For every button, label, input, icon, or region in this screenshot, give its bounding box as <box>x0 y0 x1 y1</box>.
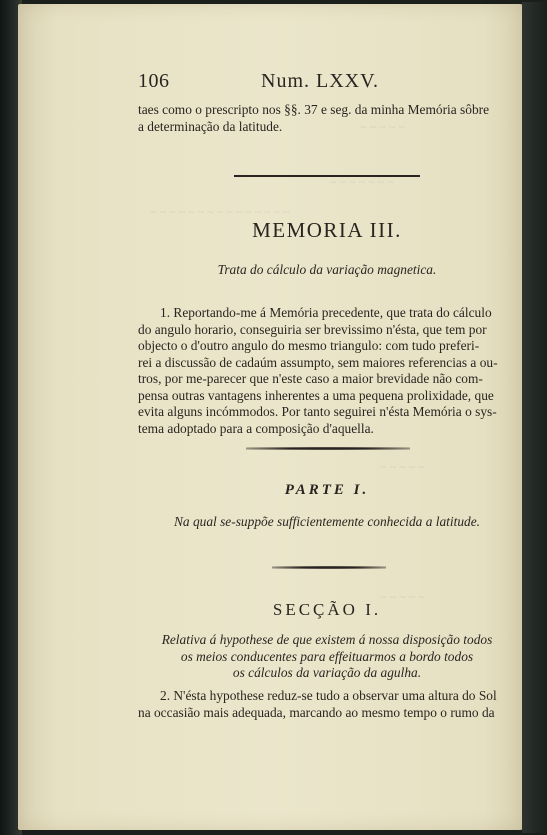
memoria-title: MEMORIA III. <box>252 218 402 242</box>
seccao-subtitle <box>138 632 516 682</box>
text-line: tros, por me-parecer que n'este caso a maior brevidade não com- <box>138 371 483 386</box>
bleed-through-mark: ~ ~ ~ ~ ~ ~ ~ ~ ~ ~ ~ ~ ~ ~ ~ <box>150 205 290 219</box>
bleed-through-mark: ~ ~ ~ ~ ~ ~ ~ <box>330 175 394 189</box>
seccao-title: SECÇÃO I. <box>272 600 382 619</box>
ornamental-rule <box>246 447 410 450</box>
memoria-subtitle: Trata do cálculo da variação magnetica. <box>217 262 437 277</box>
paragraph-2 <box>138 688 516 721</box>
text-line: na occasião mais adequada, marcando ao mesmo tempo o rumo da <box>138 704 495 720</box>
ornamental-rule <box>272 566 386 569</box>
page-header <box>138 70 518 94</box>
text-line: objecto o d'outro angulo do mesmo triangulo: com tudo preferi- <box>138 338 480 353</box>
text-line: Relativa á hypothese de que existem á nossa disposição todos <box>161 632 493 647</box>
section-divider <box>234 175 420 177</box>
text-line: os cálculos da variação da agulha. <box>232 665 422 680</box>
text-line: do angulo horario, conseguiria ser brevissimo n'ésta, que tem por <box>138 321 487 337</box>
running-head: Num. LXXV. <box>261 70 379 92</box>
parte-subtitle: Na qual se-suppõe sufficientemente conhecida a latitude. <box>173 514 481 529</box>
page-number: 106 <box>138 70 170 92</box>
text-line: tema adoptado para a composição d'aquella. <box>138 420 374 436</box>
text-line: a determinação da latitude. <box>138 118 283 134</box>
text-line: 1. Reportando-me á Memória precedente, que trata do cálculo <box>160 305 492 320</box>
text-line: taes como o prescripto nos §§. 37 e seg. da minha Memória sôbre <box>138 102 490 117</box>
continuation-text <box>138 102 516 135</box>
text-line: pensa outras vantagens inherentes a uma pequena prolixidade, que <box>138 387 494 403</box>
text-line: 2. N'ésta hypothese reduz-se tudo a observar uma altura do Sol <box>160 688 497 703</box>
text-line: rei a discussão de cadaúm assumpto, sem maiores referencias a ou- <box>138 354 498 370</box>
bleed-through-mark: ~ ~ ~ ~ ~ <box>380 590 425 604</box>
parte-title: PARTE I. <box>284 482 370 498</box>
text-line: evita alguns incómmodos. Por tanto seguirei n'ésta Memória o sys- <box>138 404 497 419</box>
paragraph-1 <box>138 305 516 437</box>
bleed-through-mark: ~ ~ ~ ~ ~ <box>360 120 405 134</box>
bleed-through-mark: ~ ~ ~ ~ ~ <box>380 460 425 474</box>
text-line: os meios conducentes para effeituarmos a bordo todos <box>180 648 474 664</box>
page-edge-shadow <box>522 2 547 833</box>
